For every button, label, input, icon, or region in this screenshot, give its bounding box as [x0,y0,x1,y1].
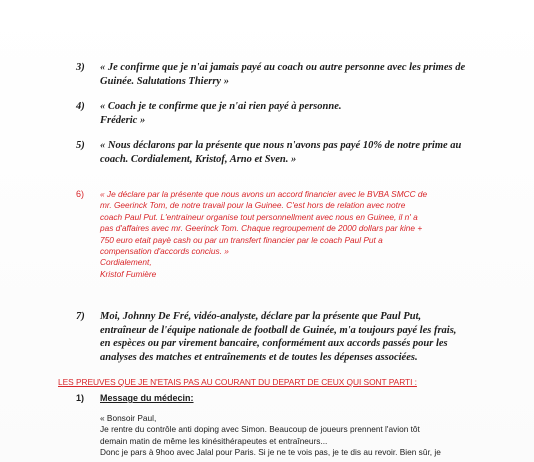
statement-line: entraîneur de l'équipe nationale de football de Guinée, m'a toujours payé les frais, [100,324,457,336]
message-line: demain matin de même les kinésithérapeutes et entraîneurs... [100,435,328,446]
statement-text [100,139,496,166]
statement-line: analyses des matches et entraînements et de toutes les dépenses associées. [100,351,418,363]
statement-line: Cordialement, [100,257,152,268]
statement-line: « Je confirme que je n'ai jamais payé au coach ou autre personne avec les primes de [100,62,466,73]
statement-line: « Coach je te confirme que je n'ai rien payé à personne. [100,101,342,112]
statement-text [100,189,496,280]
statement-number: 4) [76,101,85,112]
message-line: « Bonsoir Paul, [100,413,157,423]
statement-number: 5) [76,140,85,151]
statement-line: compensation d'accords concius. » [100,246,229,257]
statement-line: mr. Geerinck Tom, de notre travail pour la Guinee. C'est hors de relation avec notre [100,200,406,211]
statement-line: Guinée. Salutations Thierry » [100,75,229,87]
statement-line: Moi, Johnny De Fré, vidéo-analyste, déclare par la présente que Paul Put, [100,311,422,322]
statement-text [100,310,496,364]
statement-number: 3) [76,62,85,73]
subsection-number: 1) [76,393,85,403]
statement-line: pas d'affaires avec mr. Geerinck Tom. Chaque regroupement de 2000 dollars par kine + [100,223,423,234]
statement-line: coach. Cordialement, Kristof, Arno et Sven. » [100,153,297,165]
statement-line: en espèces ou par virement bancaire, conformément aux accords passés pour les [100,338,448,349]
statement-text [100,61,496,88]
doctor-message [100,413,520,458]
statement-line: 750 euro etait payè cash ou par un transfert financier par le coach Paul Put a [100,234,383,245]
statement-line: « Je déclare par la présente que nous avons un accord financier avec le BVBA SMCC de [100,189,428,199]
message-line: Je rentre du contrôle anti doping avec Simon. Beaucoup de joueurs prennent l'avion tôt [100,424,420,435]
message-line: Donc je pars à 9hoo avec Jalal pour Paris. Si je ne te vois pas, je te dis au revoir. Bien sûr, je [100,446,441,457]
section-heading: LES PREUVES QUE JE N'ETAIS PAS AU COURANT DU DEPART DE CEUX QUI SONT PARTI : [58,377,417,387]
statement-line: Kristof Fumière [100,268,157,279]
statement-line: Fréderic » [100,114,146,126]
statement-line: coach Paul Put. L'entraineur organise tout personnellment avec nous en Guinee, il n' a [100,211,418,222]
statement-number: 7) [76,311,85,322]
statement-line: « Nous déclarons par la présente que nous n'avons pas payé 10% de notre prime au [100,140,462,151]
statement-number: 6) [76,189,85,199]
statement-text [100,100,496,127]
subsection-title: Message du médecin: [100,393,194,403]
